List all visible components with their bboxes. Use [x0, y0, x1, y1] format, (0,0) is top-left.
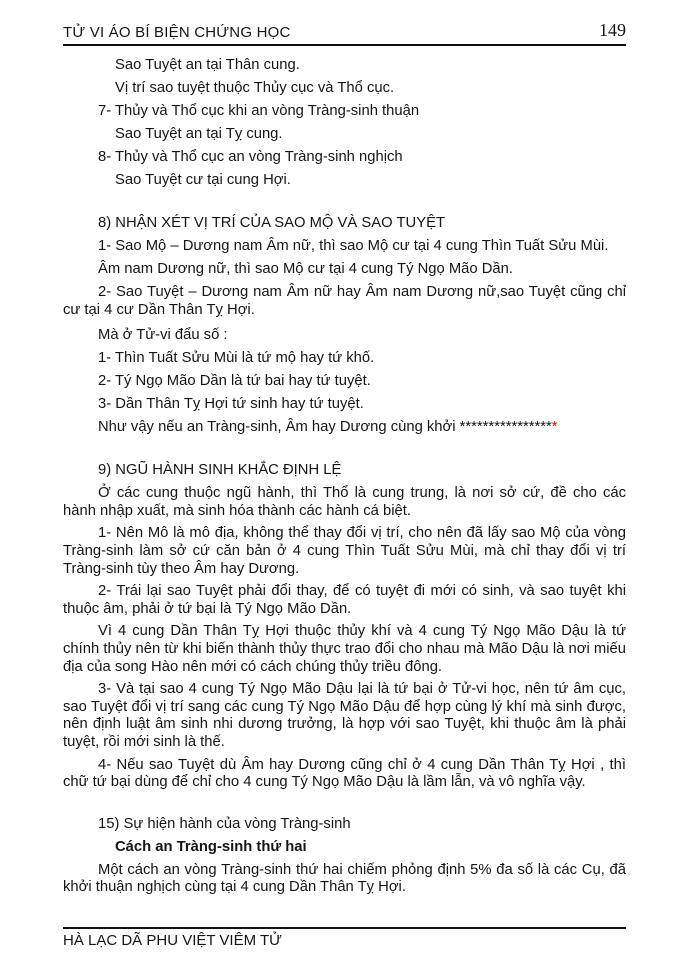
- page-body: [63, 54, 626, 902]
- paragraph: 3- Và tại sao 4 cung Tý Ngọ Mão Dậu lại là tứ bại ở Tử-vi học, nên tứ âm cục, sao Tuyệt đổi vị trí sang các cung Tý Ngọ Mão Dậu để hợp cùng lý khí mà sinh được, nên định luật âm sinh nhi dương trưởng, là hợp với sao Tuyệt, khi thuộc âm là phải tuyệt, rồi mới sinh là thế.: [63, 681, 626, 750]
- page-footer: [63, 927, 626, 949]
- red-asterisk: *: [551, 419, 558, 436]
- asterisk-line: [63, 416, 626, 439]
- book-title: TỬ VI ÁO BÍ BIỆN CHỨNG HỌC: [63, 24, 291, 41]
- section-heading: 15) Sự hiện hành của vòng Tràng-sinh: [98, 815, 351, 832]
- numbered-item: 1- Thìn Tuất Sửu Mùi là tứ mộ hay tứ khố.: [98, 350, 375, 367]
- footer-text: HÀ LẠC DÃ PHU VIỆT VIÊM TỬ: [63, 932, 282, 949]
- paragraph: 4- Nếu sao Tuyệt dù Âm hay Dương cũng chỉ ở 4 cung Dần Thân Tỵ Hợi , thì chữ tứ bại dùng để chỉ cho 4 cung Tý Ngọ Mão Dậu là lầm lẫn, và vô nghĩa vậy.: [63, 756, 626, 791]
- text-line: Sao Tuyệt cư tại cung Hợi.: [115, 172, 291, 188]
- page-number: 149: [599, 20, 626, 40]
- paragraph: 2- Sao Tuyệt – Dương nam Âm nữ hay Âm nam Dương nữ,sao Tuyệt cũng chỉ cư tại 4 cư Dần Thân Tỵ Hợi.: [63, 284, 626, 318]
- paragraph: Một cách an vòng Tràng-sinh thứ hai chiếm phỏng định 5% đa số là các Cụ, đã khởi thuận nghịch cùng tại 4 cung Dần Thân Tỵ Hợi.: [63, 861, 626, 896]
- paragraph: 2- Trái lại sao Tuyệt phải đổi thay, để có tuyệt đi mới có sinh, và sao tuyệt khi thuộc âm, phải ở tứ bại là Tý Ngọ Mão Dần.: [63, 583, 626, 617]
- section-heading: 8) NHẬN XÉT VỊ TRÍ CỦA SAO MỘ VÀ SAO TUYỆT: [98, 215, 445, 231]
- asterisk-run: ****************: [459, 419, 552, 436]
- paragraph: 1- Nên Mô là mô địa, không thể thay đổi vị trí, cho nên đã lấy sao Mộ của vòng Tràng-sinh làm sở cứ căn bản ở 4 cung Thìn Tuất Sửu Mùi, mà chỉ thay đổi vị trí Tràng-sinh tùy theo Âm hay Dương.: [63, 525, 626, 577]
- section-gap: [63, 192, 626, 212]
- numbered-item: 3- Dần Thân Tỵ Hợi tứ sinh hay tứ tuyệt.: [98, 396, 364, 413]
- numbered-item: 8- Thủy và Thổ cục an vòng Tràng-sinh nghịch: [98, 149, 403, 165]
- bold-subheading: Cách an Tràng-sinh thứ hai: [115, 838, 307, 855]
- section-gap: [63, 439, 626, 459]
- paragraph: Vì 4 cung Dần Thân Tỵ Hợi thuộc thủy khí và 4 cung Tý Ngọ Mão Dậu là tứ chính thủy nên từ khi biến thành thủy thực trao đổi cho nhau mà Mão Dậu là nơi miếu địa của song Hào nên mới có cách chúng thủy triều đông.: [63, 623, 626, 675]
- numbered-item: 2- Tý Ngọ Mão Dần là tứ bai hay tứ tuyệt.: [98, 373, 371, 390]
- section-gap: [63, 797, 626, 813]
- text-line: Mà ở Tử-vi đẩu số :: [98, 327, 228, 344]
- text-line: Âm nam Dương nữ, thì sao Mộ cư tại 4 cung Tý Ngọ Mão Dần.: [98, 261, 513, 277]
- numbered-item: 1- Sao Mộ – Dương nam Âm nữ, thì sao Mộ cư tại 4 cung Thìn Tuất Sửu Mùi.: [98, 238, 609, 254]
- text-line: Sao Tuyệt an tại Tỵ cung.: [115, 126, 283, 142]
- paragraph: Ở các cung thuộc ngũ hành, thì Thổ là cung trung, là nơi sở cứ, đề cho các hành nhập xuất, mà sinh hóa thành các hành cá biệt.: [63, 485, 626, 519]
- page-header: [63, 20, 626, 46]
- numbered-item: 7- Thủy và Thổ cục khi an vòng Tràng-sinh thuận: [98, 103, 420, 119]
- section-heading: 9) NGŨ HÀNH SINH KHẮC ĐỊNH LỆ: [98, 462, 342, 479]
- text-line: Vị trí sao tuyệt thuộc Thủy cục và Thổ cục.: [115, 80, 395, 96]
- text-line: Sao Tuyệt an tại Thân cung.: [115, 57, 300, 73]
- text-segment: Như vậy nếu an Tràng-sinh, Âm hay Dương cùng khởi: [98, 419, 460, 436]
